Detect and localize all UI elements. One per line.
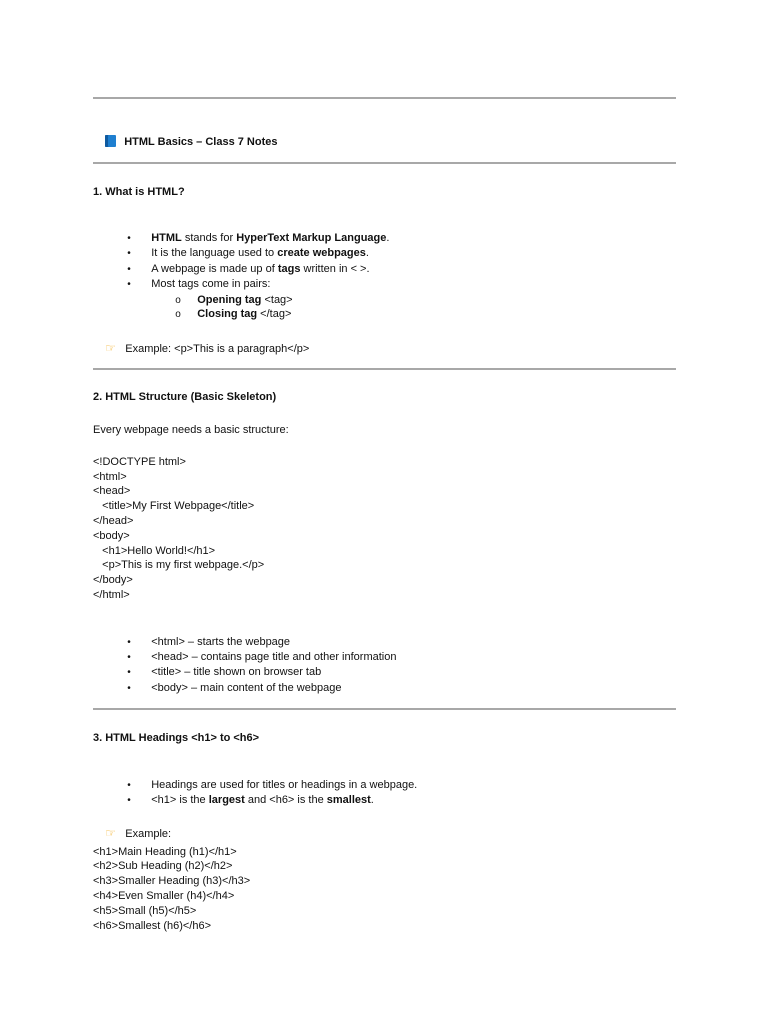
bullet-icon: • [127, 795, 131, 806]
section-heading: 1. What is HTML? [93, 186, 185, 198]
example-line: ☞ Example: [105, 826, 172, 840]
list-item: • A webpage is made up of tags written in < >. [127, 263, 370, 275]
code-line: <head> [93, 485, 131, 497]
list-item: • <html> – starts the webpage [127, 636, 291, 648]
pointing-hand-icon: ☞ [105, 826, 116, 840]
code-line: </body> [93, 574, 133, 586]
bullet-icon: • [127, 683, 131, 694]
list-item: • Most tags come in pairs: [127, 278, 271, 290]
bullet-icon: • [127, 637, 131, 648]
sub-bullet-icon: o [175, 295, 181, 306]
bullet-icon: • [127, 279, 131, 290]
example-line: ☞ Example: <p>This is a paragraph</p> [105, 341, 310, 355]
list-item: • <title> – title shown on browser tab [127, 666, 322, 678]
code-line: <p>This is my first webpage.</p> [93, 559, 265, 571]
code-line: <h5>Small (h5)</h5> [93, 905, 197, 917]
code-line: </head> [93, 515, 134, 527]
code-line: <h4>Even Smaller (h4)</h4> [93, 890, 235, 902]
list-item: • <head> – contains page title and other information [127, 651, 397, 663]
bullet-icon: • [127, 667, 131, 678]
code-line: <html> [93, 471, 127, 483]
divider [93, 162, 676, 164]
list-item: • HTML stands for HyperText Markup Language. [127, 232, 390, 244]
code-line: <h3>Smaller Heading (h3)</h3> [93, 875, 251, 887]
section-heading: 3. HTML Headings <h1> to <h6> [93, 732, 260, 744]
pointing-hand-icon: ☞ [105, 341, 116, 355]
code-line: <h1>Hello World!</h1> [93, 545, 216, 557]
code-line: </html> [93, 589, 130, 601]
code-line: <h2>Sub Heading (h2)</h2> [93, 860, 233, 872]
divider [93, 368, 676, 370]
page-title: HTML Basics – Class 7 Notes [93, 121, 277, 163]
bullet-icon: • [127, 780, 131, 791]
code-line: <h6>Smallest (h6)</h6> [93, 920, 212, 932]
divider [93, 97, 676, 99]
list-item: • It is the language used to create webpages. [127, 247, 369, 259]
bullet-icon: • [127, 652, 131, 663]
sub-bullet-icon: o [175, 309, 181, 320]
book-icon [105, 135, 116, 147]
code-line: <body> [93, 530, 130, 542]
code-line: <h1>Main Heading (h1)</h1> [93, 846, 237, 858]
code-line: <title>My First Webpage</title> [93, 500, 255, 512]
bullet-icon: • [127, 233, 131, 244]
list-item: • <body> – main content of the webpage [127, 682, 342, 694]
section-heading: 2. HTML Structure (Basic Skeleton) [93, 391, 277, 403]
bullet-icon: • [127, 248, 131, 259]
divider [93, 708, 676, 710]
bullet-icon: • [127, 264, 131, 275]
sub-list-item: o Closing tag </tag> [175, 308, 292, 320]
sub-list-item: o Opening tag <tag> [175, 294, 293, 306]
list-item: • Headings are used for titles or headings in a webpage. [127, 779, 418, 791]
code-line: <!DOCTYPE html> [93, 456, 186, 468]
paragraph: Every webpage needs a basic structure: [93, 424, 289, 436]
list-item: • <h1> is the largest and <h6> is the smallest. [127, 794, 374, 806]
